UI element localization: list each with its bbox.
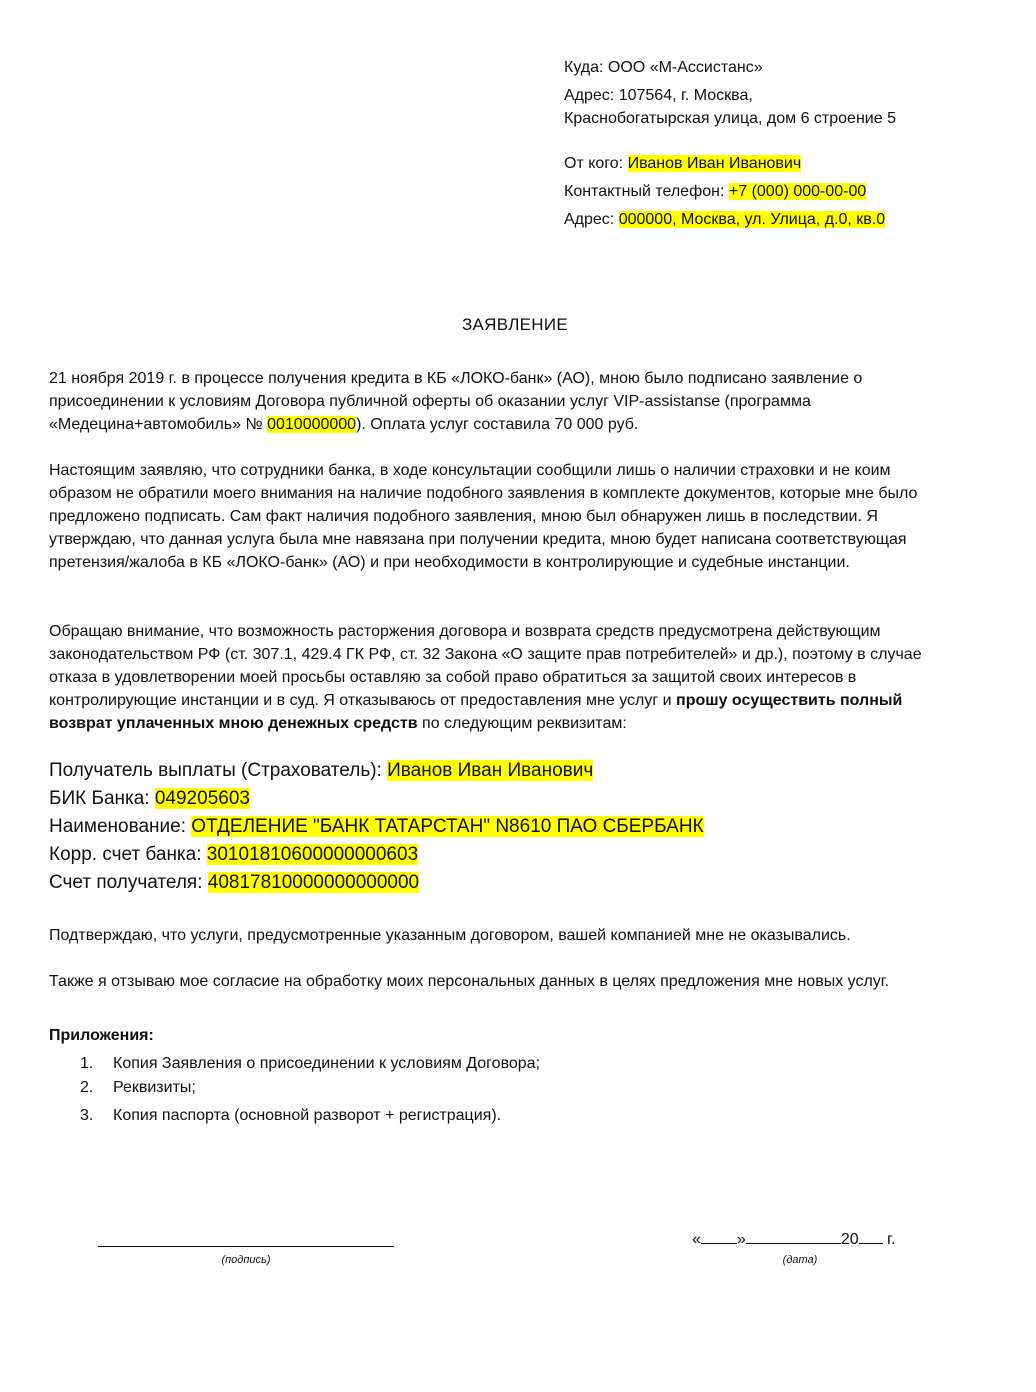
bank-detail-label: Корр. счет банка: [49, 844, 207, 865]
paragraph-refund-bold: прошу осуществить полный возврат уплаченных мною денежных средств [49, 692, 903, 732]
date-field [692, 1229, 895, 1249]
paragraph-confirm: Подтверждаю, что услуги, предусмотренные указанным договором, вашей компанией мне не оказывались. [49, 927, 851, 944]
paragraph-contract-end: ). Оплата услуг составила 70 000 руб. [356, 416, 639, 433]
bank-detail-value: ОТДЕЛЕНИЕ "БАНК ТАТАРСТАН" N8610 ПАО СБЕРБАНК [191, 816, 704, 837]
attachment-text: Копия Заявления о присоединении к условиям Договора; [113, 1055, 541, 1072]
bank-detail-bik [49, 785, 704, 813]
bank-detail-label: БИК Банка: [49, 788, 155, 809]
attachment-text: Реквизиты; [113, 1079, 196, 1096]
bank-detail-value: 30101810600000000603 [206, 844, 419, 865]
date-open-quote: « [692, 1231, 701, 1248]
paragraph-refund [49, 620, 949, 735]
date-year-blank [859, 1229, 883, 1244]
sender-address-label: Адрес: [564, 211, 619, 228]
sender-phone-label: Контактный телефон: [564, 183, 729, 200]
bank-detail-label: Получатель выплаты (Страхователь): [49, 760, 388, 781]
attachment-number: 1. [80, 1055, 94, 1072]
document-title: ЗАЯВЛЕНИЕ [461, 315, 569, 334]
recipient-block [564, 56, 896, 130]
contract-number: 0010000000 [267, 416, 357, 433]
date-suffix: г. [882, 1231, 896, 1248]
bank-detail-value: 40817810000000000000 [207, 872, 420, 893]
sender-address-value: 000000, Москва, ул. Улица, д.0, кв.0 [618, 211, 886, 228]
sender-phone-row [564, 180, 885, 203]
bank-detail-label: Счет получателя: [49, 872, 208, 893]
paragraph-refund-end: по следующим реквизитам: [417, 715, 627, 732]
date-month-blank [746, 1229, 841, 1244]
bank-details [49, 757, 704, 897]
signature-line [98, 1232, 394, 1247]
bank-detail-label: Наименование: [49, 816, 192, 837]
bank-detail-value: Иванов Иван Иванович [387, 760, 594, 781]
recipient-address-line2: Краснобогатырская улица, дом 6 строение 5 [564, 110, 896, 127]
bank-detail-corr-account [49, 841, 704, 869]
date-year-prefix: 20 [840, 1231, 859, 1248]
sender-block [564, 152, 885, 231]
bank-detail-recipient [49, 757, 704, 785]
sender-name-label: От кого: [564, 155, 628, 172]
attachment-number: 2. [80, 1079, 94, 1096]
attachment-text: Копия паспорта (основной разворот + регистрация). [113, 1107, 502, 1124]
date-close-quote: » [736, 1231, 746, 1248]
recipient-to: Куда: ООО «М-Ассистанс» [564, 59, 763, 76]
date-caption: (дата) [782, 1254, 818, 1266]
bank-detail-value: 049205603 [154, 788, 250, 809]
paragraph-contract-text: 21 ноября 2019 г. в процессе получения кредита в КБ «ЛОКО-банк» (АО), мною было подписано заявление о присоединении к условиям Договора публичной оферты об оказании услуг VIP-assistanse (программа «Медецина+автомобиль» № [49, 370, 863, 433]
paragraph-statement: Настоящим заявляю, что сотрудники банка, в ходе консультации сообщили лишь о наличии страховки и не коим образом не обратили моего внимания на наличие подобного заявления в комплекте документов, которые мне было предложено подписать. Сам факт наличия подобного заявления, мною был обнаружен лишь в последствии. Я утверждаю, что данная услуга была мне навязана при получении кредита, мною будет написана соответствующая претензия/жалоба в КБ «ЛОКО-банк» (АО) и при необходимости в контролирующие и судебные инстанции. [49, 462, 918, 571]
paragraph-refund-text: Обращаю внимание, что возможность расторжения договора и возврата средств предусмотрена действующим законодательством РФ (ст. 307.1, 429.4 ГК РФ, ст. 32 Закона «О защите прав потребителей» и др.), поэтому в случае отказа в удовлетворении моей просьбы оставляю за собой право обратиться за защитой своих интересов в контролирующие инстанции и в суд. Я отказываюсь от предоставления мне услуг и [49, 623, 922, 709]
signature-caption: (подпись) [221, 1254, 271, 1266]
bank-detail-name [49, 813, 704, 841]
sender-name-value: Иванов Иван Иванович [627, 155, 802, 172]
attachments-heading: Приложения: [49, 1027, 154, 1044]
attachment-number: 3. [80, 1107, 94, 1124]
bank-detail-account [49, 869, 704, 897]
sender-phone-value: +7 (000) 000-00-00 [728, 183, 867, 200]
date-day-blank [701, 1229, 737, 1244]
recipient-address-line1: Адрес: 107564, г. Москва, [564, 87, 753, 104]
paragraph-contract [49, 367, 949, 436]
sender-address-row [564, 208, 885, 231]
paragraph-consent: Также я отзываю мое согласие на обработку моих персональных данных в целях предложения мне новых услуг. [49, 973, 890, 990]
sender-name-row [564, 152, 885, 175]
